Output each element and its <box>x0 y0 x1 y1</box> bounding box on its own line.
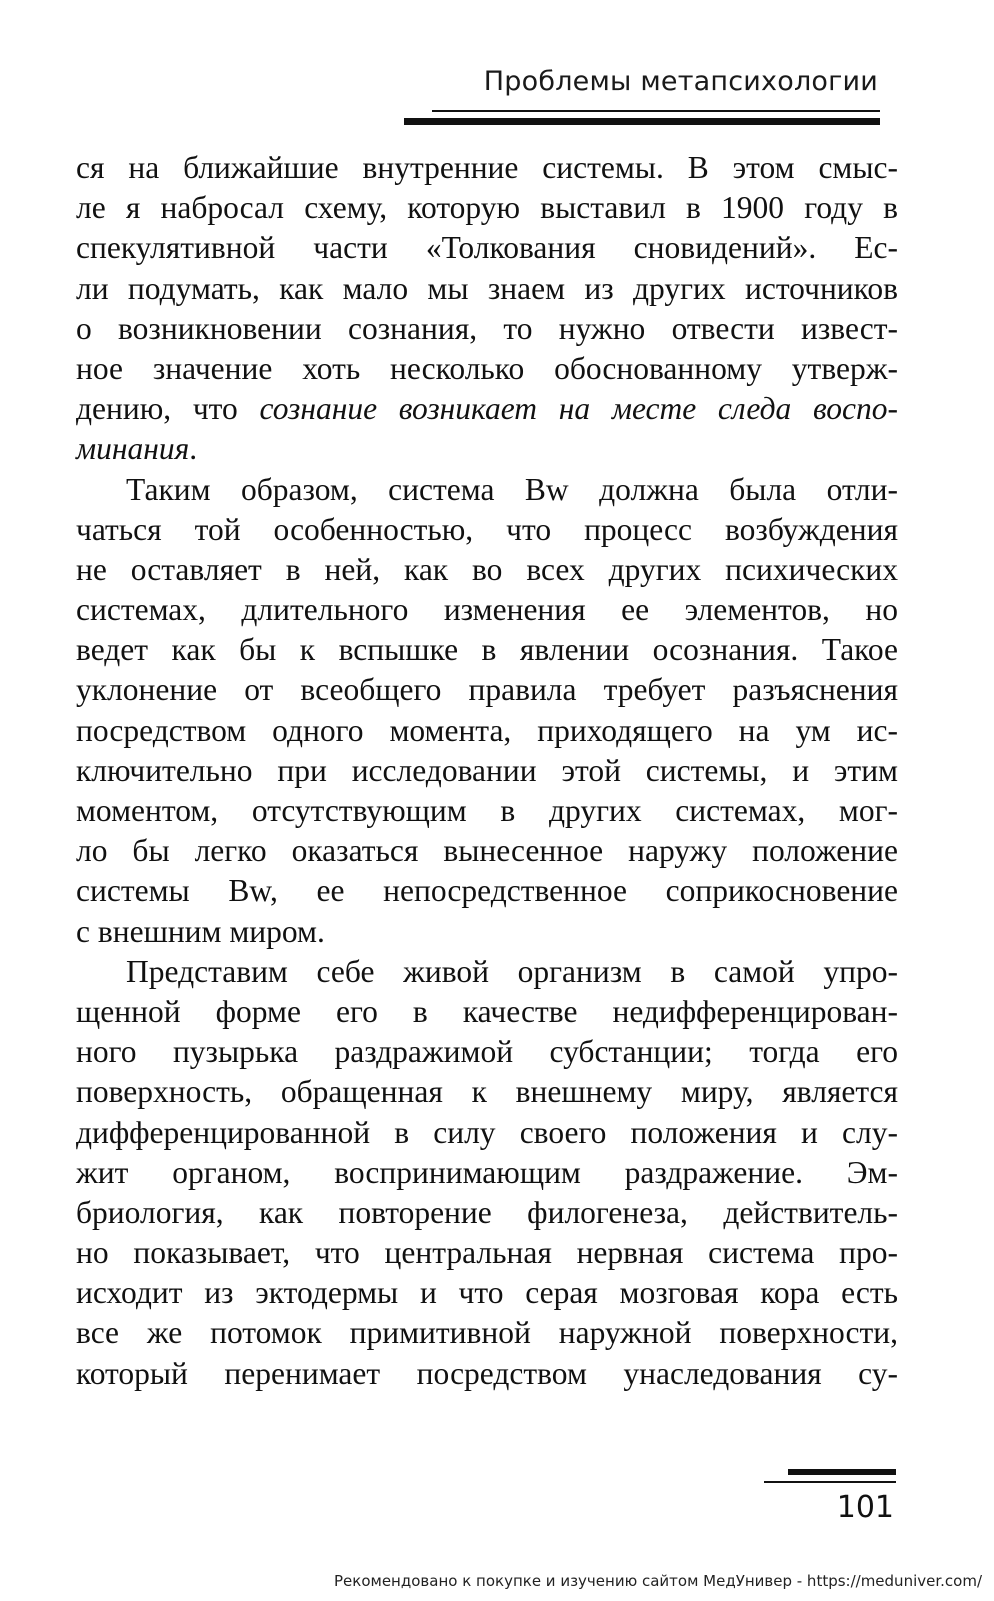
text-line: ключительно при исследовании этой системы, и этим <box>76 752 898 788</box>
text-line: бриология, как повторение филогенеза, действитель- <box>76 1194 898 1230</box>
text-line <box>76 429 898 469</box>
text-line: поверхность, обращенная к внешнему миру, является <box>76 1074 898 1110</box>
paragraph-3 <box>76 952 898 1394</box>
text-line: спекулятивной части «Толкования сновидений». Ес- <box>76 230 898 266</box>
emphasized-text: минания <box>76 431 190 467</box>
text-line: ли подумать, как мало мы знаем из других источников <box>76 270 898 306</box>
text-line: ведет как бы к вспышке в явлении осознания. Такое <box>76 632 898 668</box>
text-run: дению, что <box>76 391 260 427</box>
text-line: ло бы легко оказаться вынесенное наружу положение <box>76 833 898 869</box>
text-line <box>76 389 898 429</box>
header-rule-thick <box>404 118 880 125</box>
footer-watermark-note: Рекомендовано к покупке и изучению сайтом МедУнивер - https://meduniver.com/ <box>334 1572 982 1590</box>
footer-rule-thin <box>764 1481 896 1483</box>
text-line: ся на ближайшие внутренние системы. В этом смыс- <box>76 150 898 185</box>
header-rule-thin <box>432 110 880 112</box>
footer-rule-thick <box>788 1469 896 1475</box>
text-line: о возникновении сознания, то нужно отвести извест- <box>76 310 898 346</box>
paragraph-1 <box>76 148 898 470</box>
page-number: 101 <box>836 1490 894 1525</box>
text-line: посредством одного момента, приходящего на ум ис- <box>76 712 898 748</box>
emphasized-text: сознание возникает на месте следа воспо- <box>259 391 898 427</box>
text-line: дифференцированной в силу своего положения и слу- <box>76 1114 898 1150</box>
text-run: . <box>189 431 198 467</box>
text-line: который перенимает посредством унаследования су- <box>76 1355 898 1391</box>
paragraph-2 <box>76 470 898 952</box>
running-header-title: Проблемы метапсихологии <box>483 66 878 97</box>
text-line: чаться той особенностью, что процесс возбуждения <box>76 511 898 547</box>
text-line: моментом, отсутствующим в других системах, мог- <box>76 793 898 828</box>
text-line: ного пузырька раздражимой субстанции; тогда его <box>76 1034 898 1070</box>
text-line: но показывает, что центральная нервная система про- <box>76 1235 898 1271</box>
text-line: уклонение от всеобщего правила требует разъяснения <box>76 672 898 708</box>
text-line: все же потомок примитивной наружной поверхности, <box>76 1315 898 1351</box>
text-line: ное значение хоть несколько обоснованному утверж- <box>76 350 898 386</box>
page-body <box>76 148 898 1394</box>
text-line: не оставляет в ней, как во всех других психических <box>76 551 898 587</box>
text-line: щенной форме его в качестве недифференцирован- <box>76 993 898 1029</box>
text-line: ле я набросал схему, которую выставил в 1900 году в <box>76 190 898 226</box>
text-line: исходит из эктодермы и что серая мозговая кора есть <box>76 1275 898 1311</box>
text-line: жит органом, воспринимающим раздражение. Эм- <box>76 1154 898 1190</box>
text-line: с внешним миром. <box>76 913 325 949</box>
text-line: Таким образом, система Bw должна была отли- <box>126 471 898 507</box>
text-line: Представим себе живой организм в самой упро- <box>126 953 898 989</box>
text-line: системы Bw, ее непосредственное соприкосновение <box>76 873 898 909</box>
text-line: системах, длительного изменения ее элементов, но <box>76 592 898 628</box>
